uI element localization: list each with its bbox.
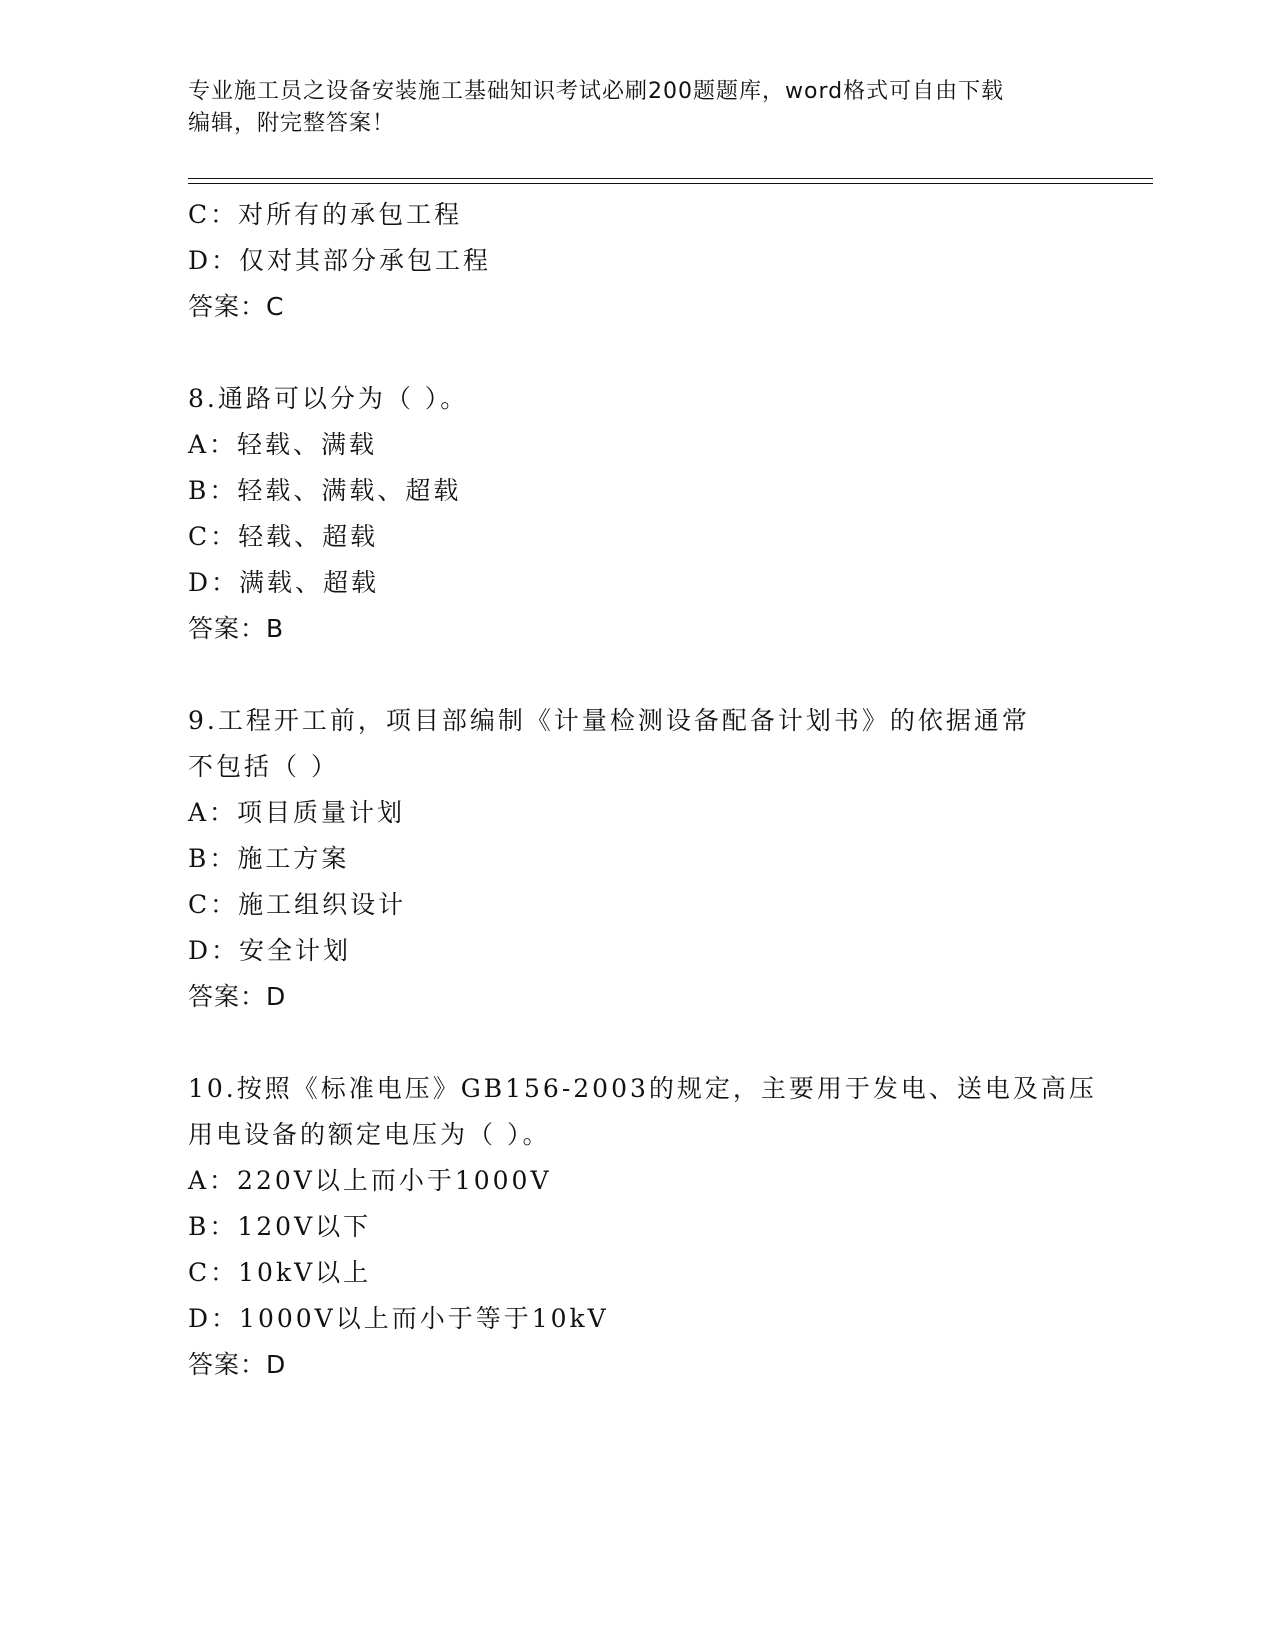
option-b: B：轻载、满载、超载 <box>188 476 462 505</box>
option-c: C：施工组织设计 <box>188 890 407 919</box>
option-d: D：仅对其部分承包工程 <box>188 246 492 275</box>
option-a: A：220V以上而小于1000V <box>188 1166 552 1195</box>
option-b: B：120V以下 <box>188 1212 372 1241</box>
document-body <box>188 192 1097 1388</box>
question-block-10 <box>188 1066 1097 1388</box>
question-stem-continued: 不包括（ ） <box>188 752 339 781</box>
option-c: C：10kV以上 <box>188 1258 372 1287</box>
header-divider-bottom <box>188 183 1153 184</box>
header-line-2: 编辑，附完整答案！ <box>188 111 396 136</box>
option-b: B：施工方案 <box>188 844 350 873</box>
option-a: A：项目质量计划 <box>188 798 406 827</box>
option-d: D：1000V以上而小于等于10kV <box>188 1304 609 1333</box>
option-c: C：轻载、超载 <box>188 522 379 551</box>
question-block-8 <box>188 376 1088 652</box>
answer-line: 答案：C <box>188 292 285 321</box>
answer-line: 答案：D <box>188 982 287 1011</box>
spacer <box>188 652 1088 698</box>
question-stem: 8.通路可以分为（ ）。 <box>188 384 469 413</box>
option-d: D：满载、超载 <box>188 568 380 597</box>
document-header <box>188 76 1068 140</box>
spacer <box>188 330 1088 376</box>
option-c: C：对所有的承包工程 <box>188 200 463 229</box>
question-stem-continued: 用电设备的额定电压为（ ）。 <box>188 1120 551 1149</box>
question-stem: 10.按照《标准电压》GB156-2003的规定，主要用于发电、送电及高压 <box>188 1074 1097 1103</box>
answer-line: 答案：D <box>188 1350 287 1379</box>
header-divider-top <box>188 178 1153 179</box>
option-a: A：轻载、满载 <box>188 430 378 459</box>
question-stem: 9.工程开工前，项目部编制《计量检测设备配备计划书》的依据通常 <box>188 706 1030 735</box>
option-d: D：安全计划 <box>188 936 352 965</box>
question-block-9 <box>188 698 1088 1020</box>
answer-line: 答案：B <box>188 614 285 643</box>
spacer <box>188 1020 1088 1066</box>
header-line-1: 专业施工员之设备安装施工基础知识考试必刷200题题库，word格式可自由下载 <box>188 79 1005 104</box>
question-block-7 <box>188 192 1088 330</box>
